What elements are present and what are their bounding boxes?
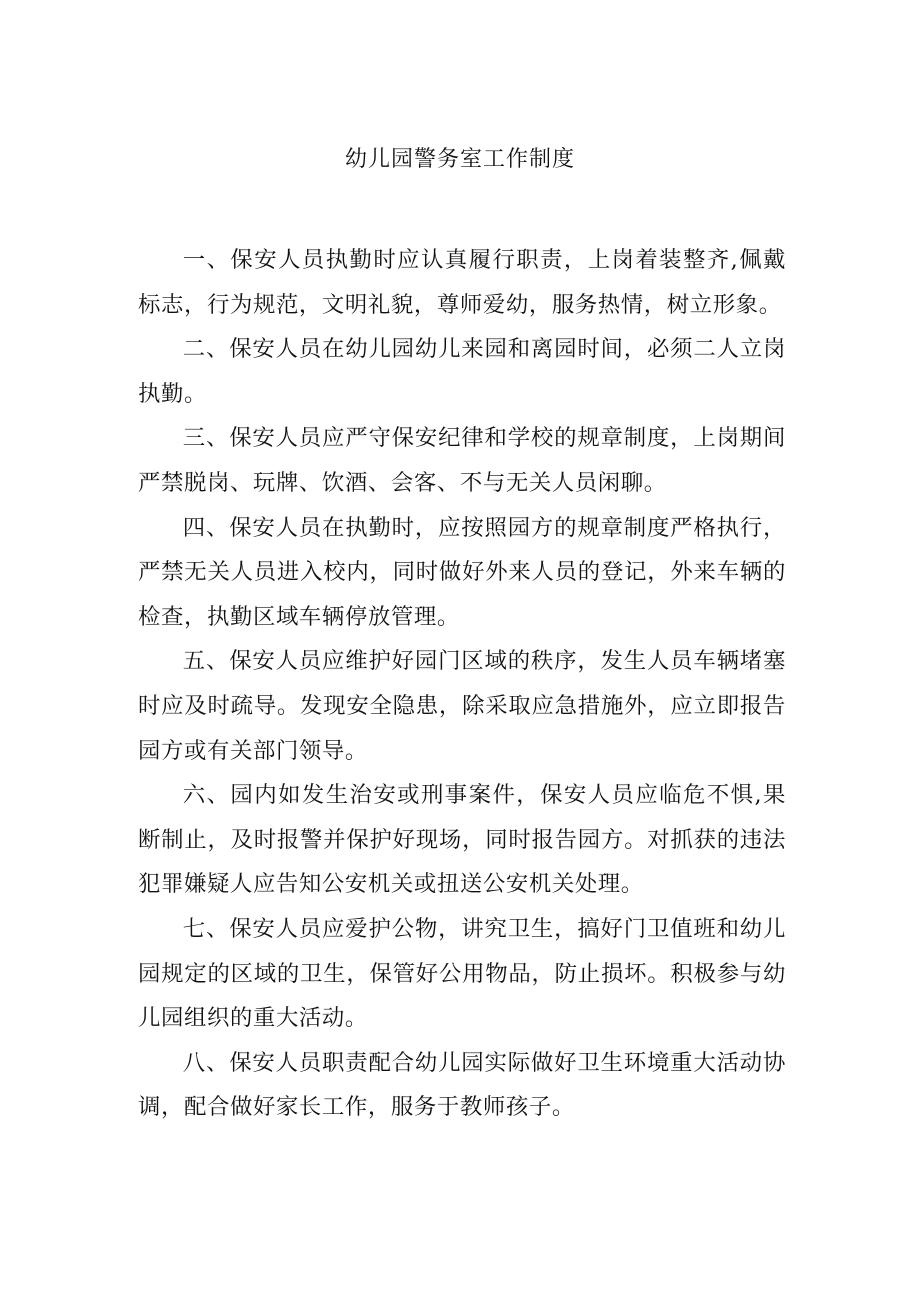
paragraph-6: 六、园内如发生治安或刑事案件，保安人员应临危不惧,果断制止，及时报警并保护好现场，同时报告园方。对抓获的违法犯罪嫌疑人应告知公安机关或扭送公安机关处理。: [138, 782, 786, 898]
paragraph-8: 八、保安人员职责配合幼儿园实际做好卫生环境重大活动协调，配合做好家长工作，服务于教师孩子。: [138, 1049, 786, 1121]
paragraph-2: 二、保安人员在幼儿园幼儿来园和离园时间，必须二人立岗执勤。: [138, 336, 786, 407]
paragraph-7: 七、保安人员应爱护公物，讲究卫生，搞好门卫值班和幼儿园规定的区域的卫生，保管好公用物品，防止损坏。积极参与幼儿园组织的重大活动。: [138, 915, 786, 1032]
paragraph-3: 三、保安人员应严守保安纪律和学校的规章制度，上岗期间严禁脱岗、玩牌、饮酒、会客、不与无关人员闲聊。: [138, 425, 786, 496]
paragraph-4: 四、保安人员在执勤时，应按照园方的规章制度严格执行，严禁无关人员进入校内，同时做好外来人员的登记，外来车辆的检查，执勤区域车辆停放管理。: [138, 514, 786, 630]
document-body: [138, 238, 786, 1130]
document-title: 幼儿园警务室工作制度: [344, 147, 575, 172]
paragraph-5: 五、保安人员应维护好园门区域的秩序，发生人员车辆堵塞时应及时疏导。发现安全隐患，除采取应急措施外，应立即报告园方或有关部门领导。: [138, 648, 786, 764]
paragraph-1: 一、保安人员执勤时应认真履行职责，上岗着装整齐,佩戴标志，行为规范，文明礼貌，尊师爱幼，服务热情，树立形象。: [138, 247, 786, 318]
